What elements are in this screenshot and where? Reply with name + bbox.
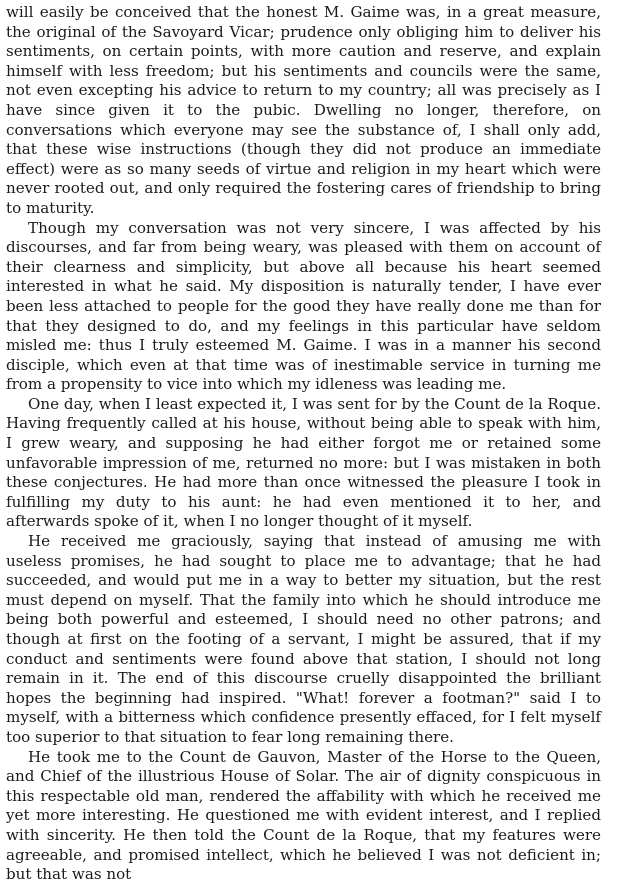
paragraph-5: He took me to the Count de Gauvon, Master of the Horse to the Queen, and Chief of the illustrious House of Solar. The air of dignity conspicuous in this respectable old man, rendered the affability with which he received me yet more interesting. He questioned me with evident interest, and I replied with sincerity. He then told the Count de la Roque, that my features were agreeable, and promised intellect, which he believed I was not deficient in; but that was not bbox=[6, 747, 601, 884]
paragraph-3: One day, when I least expected it, I was sent for by the Count de la Roque. Having frequently called at his house, without being able to speak with him, I grew weary, and supposing he had either forgot me or retained some unfavorable impression of me, returned no more: but I was mistaken in both these conjectures. He had more than once witnessed the pleasure I took in fulfilling my duty to his aunt: he had even mentioned it to her, and afterwards spoke of it, when I no longer thought of it myself. bbox=[6, 394, 601, 531]
paragraph-2: Though my conversation was not very sincere, I was affected by his discourses, and far from being weary, was pleased with them on account of their clearness and simplicity, but above all because his heart seemed interested in what he said. My disposition is naturally tender, I have ever been less attached to people for the good they have really done me than for that they designed to do, and my feelings in this particular have seldom misled me: thus I truly esteemed M. Gaime. I was in a manner his second disciple, which even at that time was of inestimable service in turning me from a propensity to vice into which my idleness was leading me. bbox=[6, 218, 601, 394]
paragraph-4: He received me graciously, saying that instead of amusing me with useless promises, he had sought to place me to advantage; that he had succeeded, and would put me in a way to better my situation, but the rest must depend on myself. That the family into which he should introduce me being both powerful and esteemed, I should need no other patrons; and though at first on the footing of a servant, I might be assured, that if my conduct and sentiments were found above that station, I should not long remain in it. The end of this discourse cruelly disappointed the brilliant hopes the beginning had inspired. "What! forever a footman?" said I to myself, with a bitterness which confidence presently effaced, for I felt myself too superior to that situation to fear long remaining there. bbox=[6, 532, 601, 746]
paragraph-1: will easily be conceived that the honest M. Gaime was, in a great measure, the original of the Savoyard Vicar; prudence only obliging him to deliver his sentiments, on certain points, with more caution and reserve, and explain himself with less freedom; but his sentiments and councils were the same, not even excepting his advice to return to my country; all was precisely as I have since given it to the pubic. Dwelling no longer, therefore, on conversations which everyone may see the substance of, I shall only add, that these wise instructions (though they did not produce an immediate effect) were as so many seeds of virtue and religion in my heart which were never rooted out, and only required the fostering cares of friendship to bring to maturity. bbox=[6, 3, 601, 217]
